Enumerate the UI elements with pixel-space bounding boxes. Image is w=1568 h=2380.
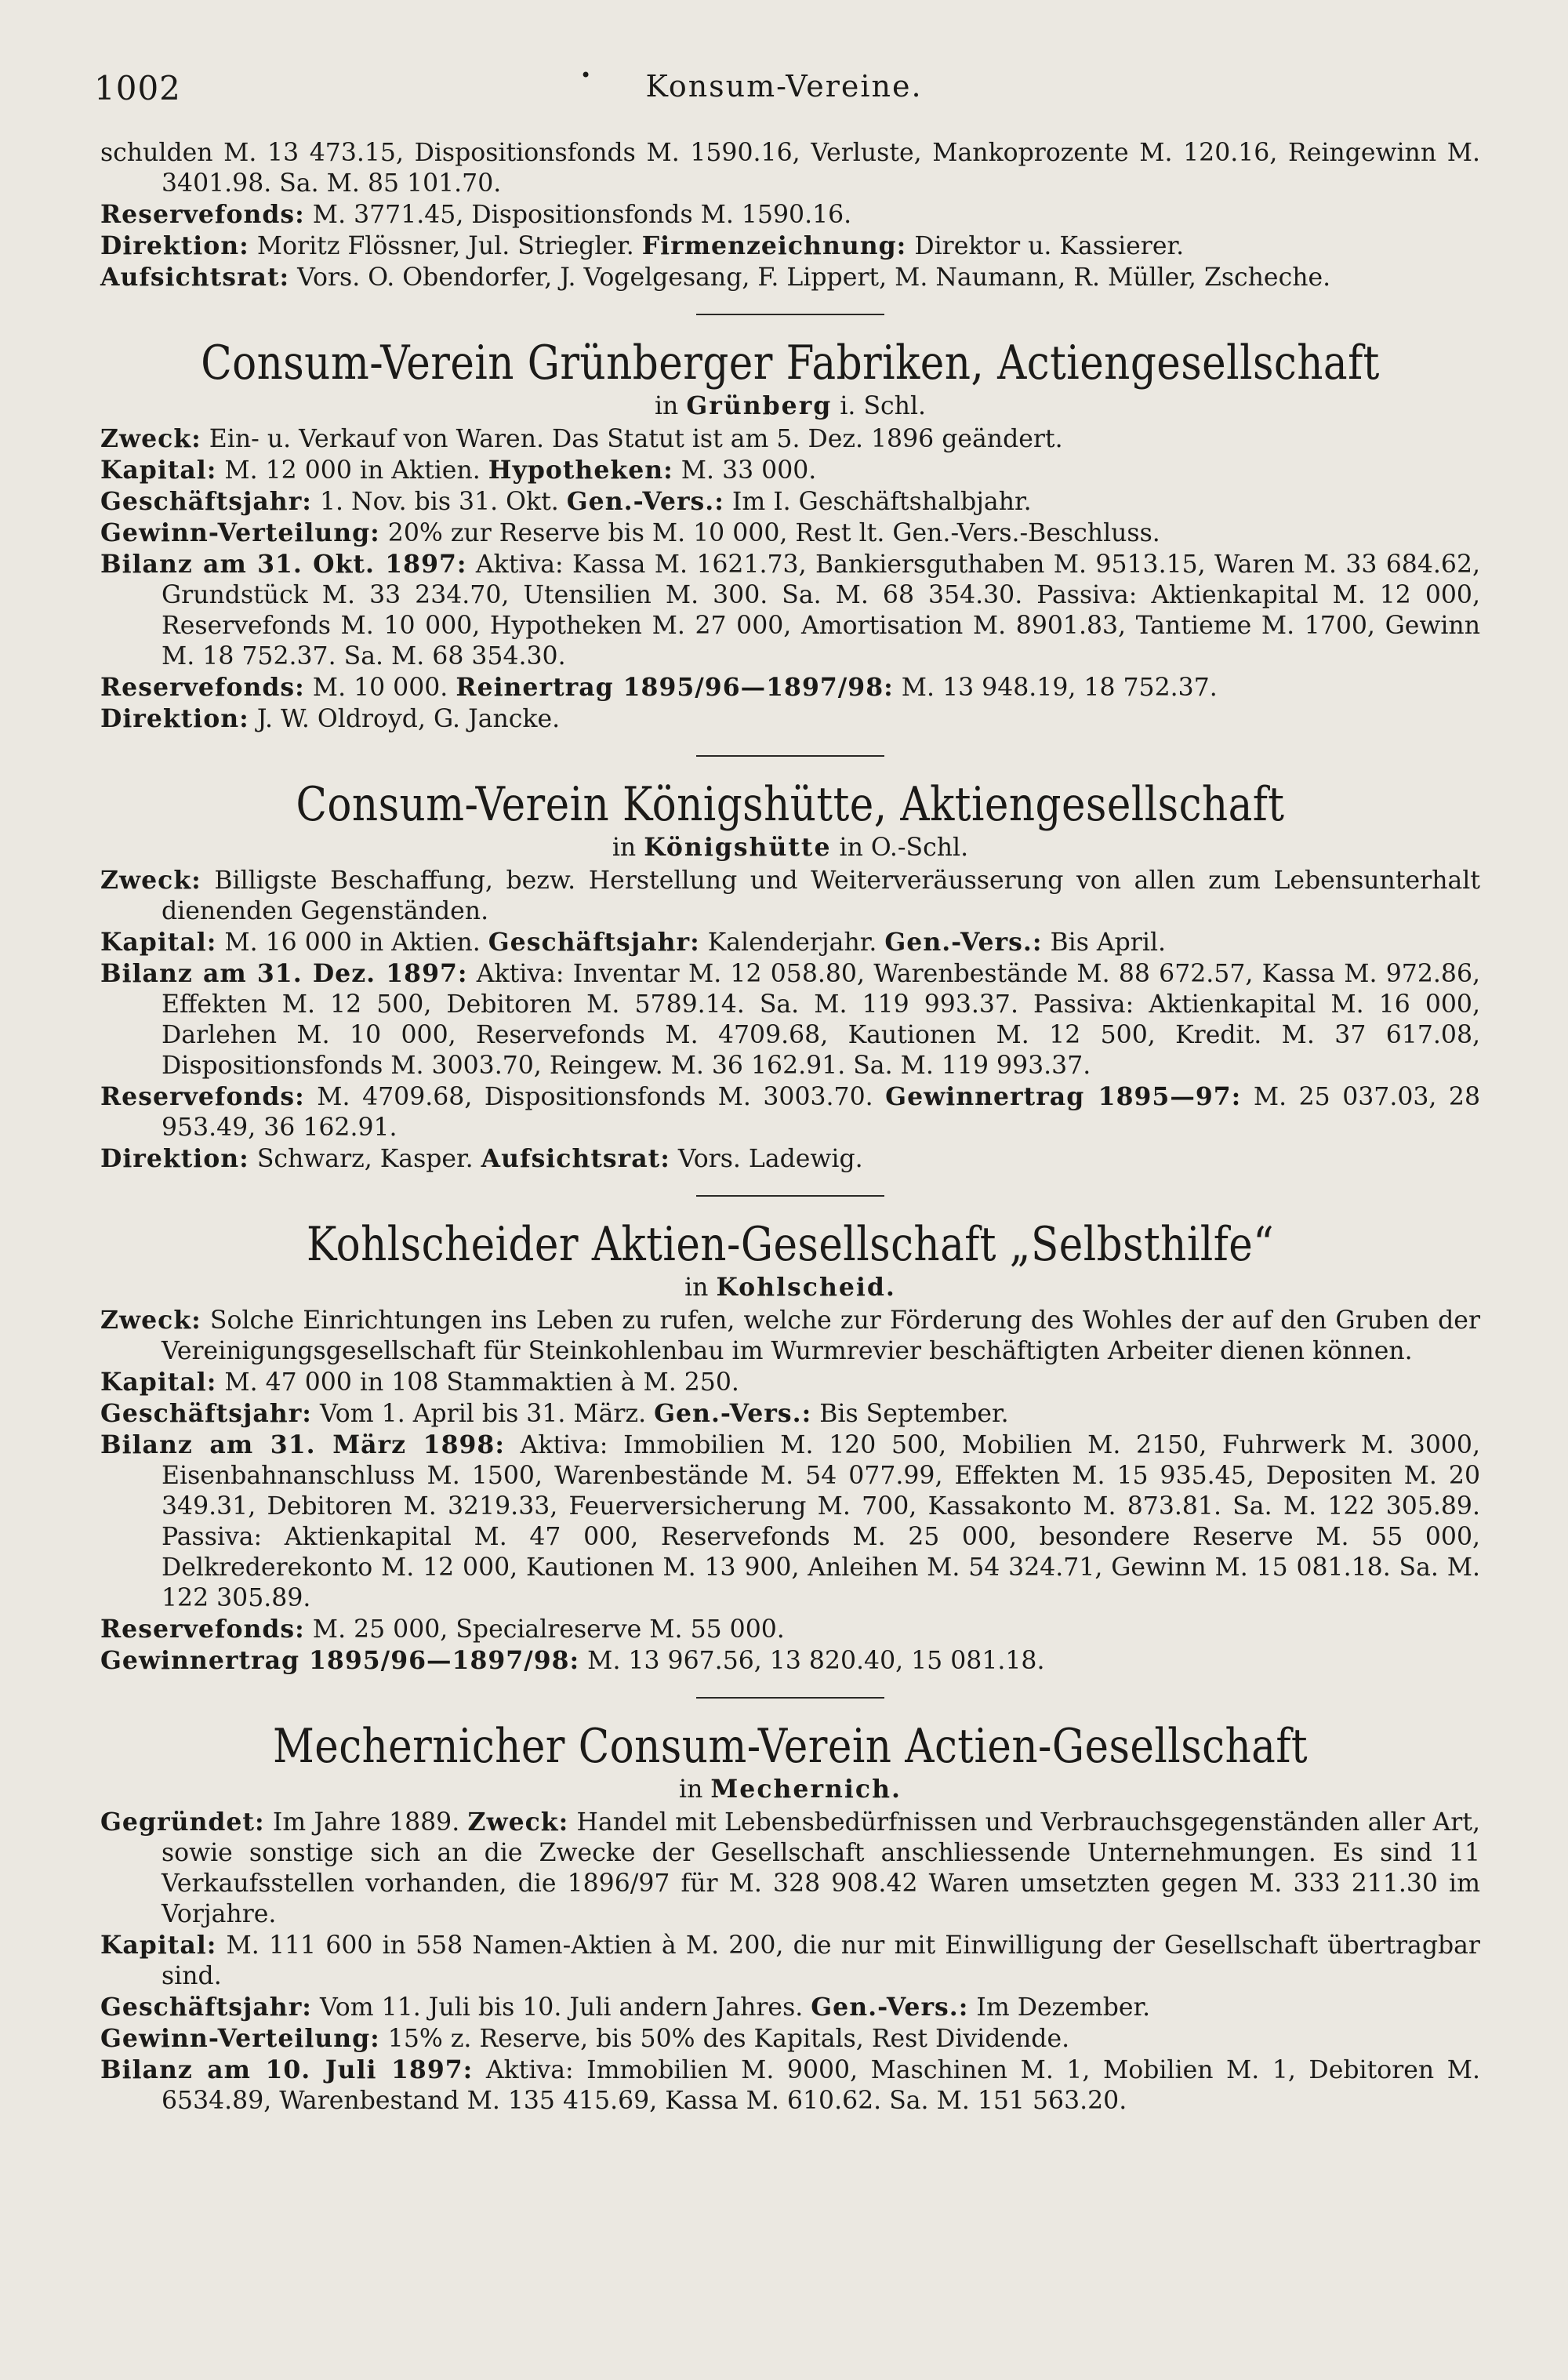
entry-label: Zweck: [100, 424, 201, 453]
company-title: Mechernicher Consum-Verein Actien-Gesellschaft [272, 1719, 1308, 1774]
entry-text: M. 13 967.56, 13 820.40, 15 081.18. [579, 1647, 1045, 1675]
entry-label: Gewinn-Verteilung: [100, 518, 380, 547]
location-prefix: in [679, 1775, 711, 1804]
entry-text: M. 12 000 in Aktien. [216, 456, 488, 485]
entry-text: Direktor u. Kassierer. [906, 232, 1185, 260]
entry-text: Vom 11. Juli bis 10. Juli andern Jahres. [311, 1993, 811, 2022]
entry-label: Reservefonds: [100, 1082, 305, 1111]
entry-label: Gewinn-Verteilung: [100, 2024, 380, 2053]
entry-label: Gen.-Vers.: [654, 1399, 812, 1428]
entry-text: Schwarz, Kasper. [249, 1145, 481, 1173]
entry-text: M. 16 000 in Aktien. [216, 928, 488, 957]
entry-text: 15% z. Reserve, bis 50% des Kapitals, Rest Dividende. [379, 2025, 1070, 2053]
entry-label: Reservefonds: [100, 1615, 305, 1644]
entry-label: Zweck: [100, 1306, 201, 1335]
entry-line [100, 262, 1480, 293]
entry-line [100, 199, 1480, 231]
entry-line [100, 927, 1480, 958]
entry-line [100, 1807, 1480, 1930]
location-prefix: in [684, 1274, 717, 1302]
entry-line [100, 958, 1480, 1081]
entry-text: J. W. Oldroyd, G. Jancke. [249, 705, 561, 733]
entry-text: M. 13 948.19, 18 752.37. [893, 674, 1218, 702]
entry-label: Gen.-Vers.: [811, 1993, 969, 2022]
company-location [100, 391, 1480, 422]
company-title: Consum-Verein Grünberger Fabriken, Actiengesellschaft [201, 336, 1380, 391]
location-place: Königshütte [644, 833, 832, 862]
section-divider [696, 1697, 884, 1699]
entry-text: Im Jahre 1889. [264, 1808, 468, 1837]
entry-label: Gen.-Vers.: [884, 928, 1043, 957]
entry-label: Direktion: [100, 704, 249, 733]
entry-text: Im Dezember. [968, 1993, 1151, 2022]
entry-line [100, 865, 1480, 927]
entry-text: Aktiva: Kassa M. 1621.73, Bankiersguthaben M. 9513.15, Waren M. 33 684.62, Grundstück M. 33 234.70, Utensilien M. 300. Sa. M. 68 354.30. Passiva: Aktienkapital M. 12 000, Reservefonds M. 10 000, Hypotheken M. 27 000, Amortisation M. 8901.83, Tantieme M. 1700, Gewinn M. 18 752.37. Sa. M. 68 354.30. [162, 550, 1481, 670]
entry-line [100, 1081, 1480, 1143]
entry-label: Direktion: [100, 231, 249, 260]
entry-label: Aufsichtsrat: [481, 1144, 670, 1173]
entry-line [100, 1930, 1480, 1992]
entry-label: Bilanz am 31. Okt. 1897: [100, 550, 467, 579]
entry-label: Bilanz am 10. Juli 1897: [100, 2055, 474, 2084]
entry-text: Aktiva: Inventar M. 12 058.80, Warenbestände M. 88 672.57, Kassa M. 972.86, Effekten M. 12 500, Debitoren M. 5789.14. Sa. M. 119 993.37. Passiva: Aktienkapital M. 16 000, Darlehen M. 10 000, Reservefonds M. 4709.68, Kautionen M. 12 500, Kredit. M. 37 617.08, Dispositionsfonds M. 3003.70, Reingew. M. 36 162.91. Sa. M. 119 993.37. [162, 960, 1480, 1080]
entry-text: 1. Nov. bis 31. Okt. [311, 488, 567, 516]
entry-line [100, 1992, 1480, 2023]
location-place: Grünberg [686, 391, 833, 420]
entry-label: Geschäftsjahr: [100, 1993, 312, 2022]
section-divider [696, 1195, 884, 1197]
entry-line [100, 672, 1480, 703]
entry-text: Vom 1. April bis 31. März. [311, 1400, 655, 1428]
entry-line [100, 486, 1480, 518]
entry-label: Zweck: [100, 866, 201, 895]
entry-line [100, 1398, 1480, 1430]
location-place: Kohlscheid. [716, 1273, 896, 1302]
entry-label: Kapital: [100, 928, 217, 957]
entry-text: M. 10 000. [304, 674, 456, 702]
entry-label: Kapital: [100, 1931, 217, 1960]
entry-label: Reservefonds: [100, 673, 305, 702]
entry-line [100, 1367, 1480, 1398]
entry-text: Handel mit Lebensbedürfnissen und Verbrauchsgegenständen aller Art, sowie sonstige sich an die Zwecke der Gesellschaft anschliessende Unternehmungen. Es sind 11 Verkaufsstellen vorhanden, die 1896/97 für M. 328 908.42 Waren umsetzten gegen M. 333 211.30 im Vorjahre. [162, 1808, 1480, 1928]
entry-label: Geschäftsjahr: [100, 487, 312, 516]
company-title: Consum-Verein Königshütte, Aktiengesellschaft [296, 777, 1285, 832]
section-divider [696, 314, 884, 315]
page-number: 1002 [94, 69, 181, 107]
company-location [100, 1272, 1480, 1303]
entry-line [100, 1614, 1480, 1645]
entry-label: Reservefonds: [100, 200, 305, 229]
company-location [100, 1774, 1480, 1805]
page-body [100, 138, 1480, 2117]
entry-line [100, 455, 1480, 486]
location-suffix: i. Schl. [832, 392, 927, 420]
entry-text: M. 47 000 in 108 Stammaktien à M. 250. [216, 1368, 739, 1397]
entry-text: Im I. Geschäftshalbjahr. [724, 488, 1032, 516]
header-dot: • [580, 64, 592, 86]
entry-text: Moritz Flössner, Jul. Striegler. [249, 232, 642, 260]
entry-text: Billigste Beschaffung, bezw. Herstellung und Weiterveräusserung von allen zum Lebensunterhalt dienenden Gegenständen. [162, 867, 1480, 925]
entry-label: Aufsichtsrat: [100, 263, 290, 292]
entry-label: Bilanz am 31. März 1898: [100, 1430, 505, 1459]
entry-label: Geschäftsjahr: [100, 1399, 312, 1428]
entry-label: Kapital: [100, 456, 217, 485]
entry-line [100, 1645, 1480, 1677]
page-header [94, 64, 1474, 116]
entry-line [100, 1430, 1480, 1614]
entry-label: Gewinnertrag 1895/96—1897/98: [100, 1646, 580, 1675]
entry-label: Firmenzeichnung: [641, 231, 907, 260]
entry-text: M. 4709.68, Dispositionsfonds M. 3003.70. [304, 1083, 886, 1111]
entry-text: Aktiva: Immobilien M. 9000, Maschinen M. 1, Mobilien M. 1, Debitoren M. 6534.89, Warenbestand M. 135 415.69, Kassa M. 610.62. Sa. M. 151 563.20. [162, 2056, 1480, 2115]
entry-text: Kalenderjahr. [699, 928, 885, 957]
location-suffix: in O.-Schl. [831, 834, 969, 862]
entry-label: Bilanz am 31. Dez. 1897: [100, 959, 468, 988]
entry-text: M. 25 000, Specialreserve M. 55 000. [304, 1615, 785, 1644]
entry-text: Vors. O. Obendorfer, J. Vogelgesang, F. Lippert, M. Naumann, R. Müller, Zscheche. [289, 263, 1331, 292]
company-title: Kohlscheider Aktien-Gesellschaft „Selbsthilfe“ [306, 1217, 1275, 1272]
entry-line [100, 231, 1480, 262]
entry-label: Gen.-Vers.: [566, 487, 724, 516]
entry-line [100, 703, 1480, 735]
entry-text: Aktiva: Immobilien M. 120 500, Mobilien M. 2150, Fuhrwerk M. 3000, Eisenbahnanschluss M. 1500, Warenbestände M. 54 077.99, Effekten M. 15 935.45, Depositen M. 20 349.31, Debitoren M. 3219.33, Feuerversicherung M. 700, Kassakonto M. 873.81. Sa. M. 122 305.89. Passiva: Aktienkapital M. 47 000, Reservefonds M. 25 000, besondere Reserve M. 55 000, Delkrederekonto M. 12 000, Kautionen M. 13 900, Anleihen M. 54 324.71, Gewinn M. 15 081.18. Sa. M. 122 305.89. [162, 1431, 1480, 1612]
company-location [100, 832, 1480, 863]
entry-line [100, 518, 1480, 549]
entry-text: Ein- u. Verkauf von Waren. Das Statut ist am 5. Dez. 1896 geändert. [201, 425, 1063, 453]
continued-text: schulden M. 13 473.15, Dispositionsfonds M. 1590.16, Verluste, Mankoprozente M. 120.16, Reingewinn M. 3401.98. Sa. M. 85 101.70. [100, 139, 1480, 198]
entry-text: M. 33 000. [673, 456, 817, 485]
entry-line [100, 1305, 1480, 1367]
running-title: Konsum-Vereine. [645, 69, 923, 104]
entry-text: M. 111 600 in 558 Namen-Aktien à M. 200, die nur mit Einwilligung der Gesellschaft übertragbar sind. [162, 1931, 1480, 1990]
entry-text: Vors. Ladewig. [670, 1145, 863, 1173]
entry-text: Bis April. [1042, 928, 1167, 957]
entry-text: M. 3771.45, Dispositionsfonds M. 1590.16. [304, 201, 852, 229]
entry-label: Kapital: [100, 1368, 217, 1397]
location-prefix: in [654, 392, 687, 420]
entry-text: Solche Einrichtungen ins Leben zu rufen, welche zur Förderung des Wohles der auf den Gruben der Vereinigungsgesellschaft für Steinkohlenbau im Wurmrevier beschäftigten Arbeiter dienen können. [162, 1306, 1480, 1365]
entry-label: Zweck: [467, 1808, 569, 1837]
entry-line [100, 549, 1480, 672]
entry-label: Hypotheken: [488, 456, 673, 485]
entry-label: Gegründet: [100, 1808, 265, 1837]
entry-label: Gewinnertrag 1895—97: [885, 1082, 1242, 1111]
entry-line [100, 2023, 1480, 2055]
entry-text: M. 25 037.03, 28 953.49, 36 162.91. [162, 1083, 1481, 1142]
entry-text: 20% zur Reserve bis M. 10 000, Rest lt. Gen.-Vers.-Beschluss. [379, 519, 1160, 547]
location-place: Mechernich. [710, 1775, 902, 1804]
entry-line [100, 423, 1480, 455]
section-divider [696, 755, 884, 757]
entry-line [100, 1143, 1480, 1175]
entry-line [100, 2055, 1480, 2117]
entry-label: Direktion: [100, 1144, 249, 1173]
entry-text: Bis September. [811, 1400, 1009, 1428]
entry-label: Reinertrag 1895/96—1897/98: [456, 673, 894, 702]
location-prefix: in [612, 834, 644, 862]
entry-label: Geschäftsjahr: [488, 928, 700, 957]
